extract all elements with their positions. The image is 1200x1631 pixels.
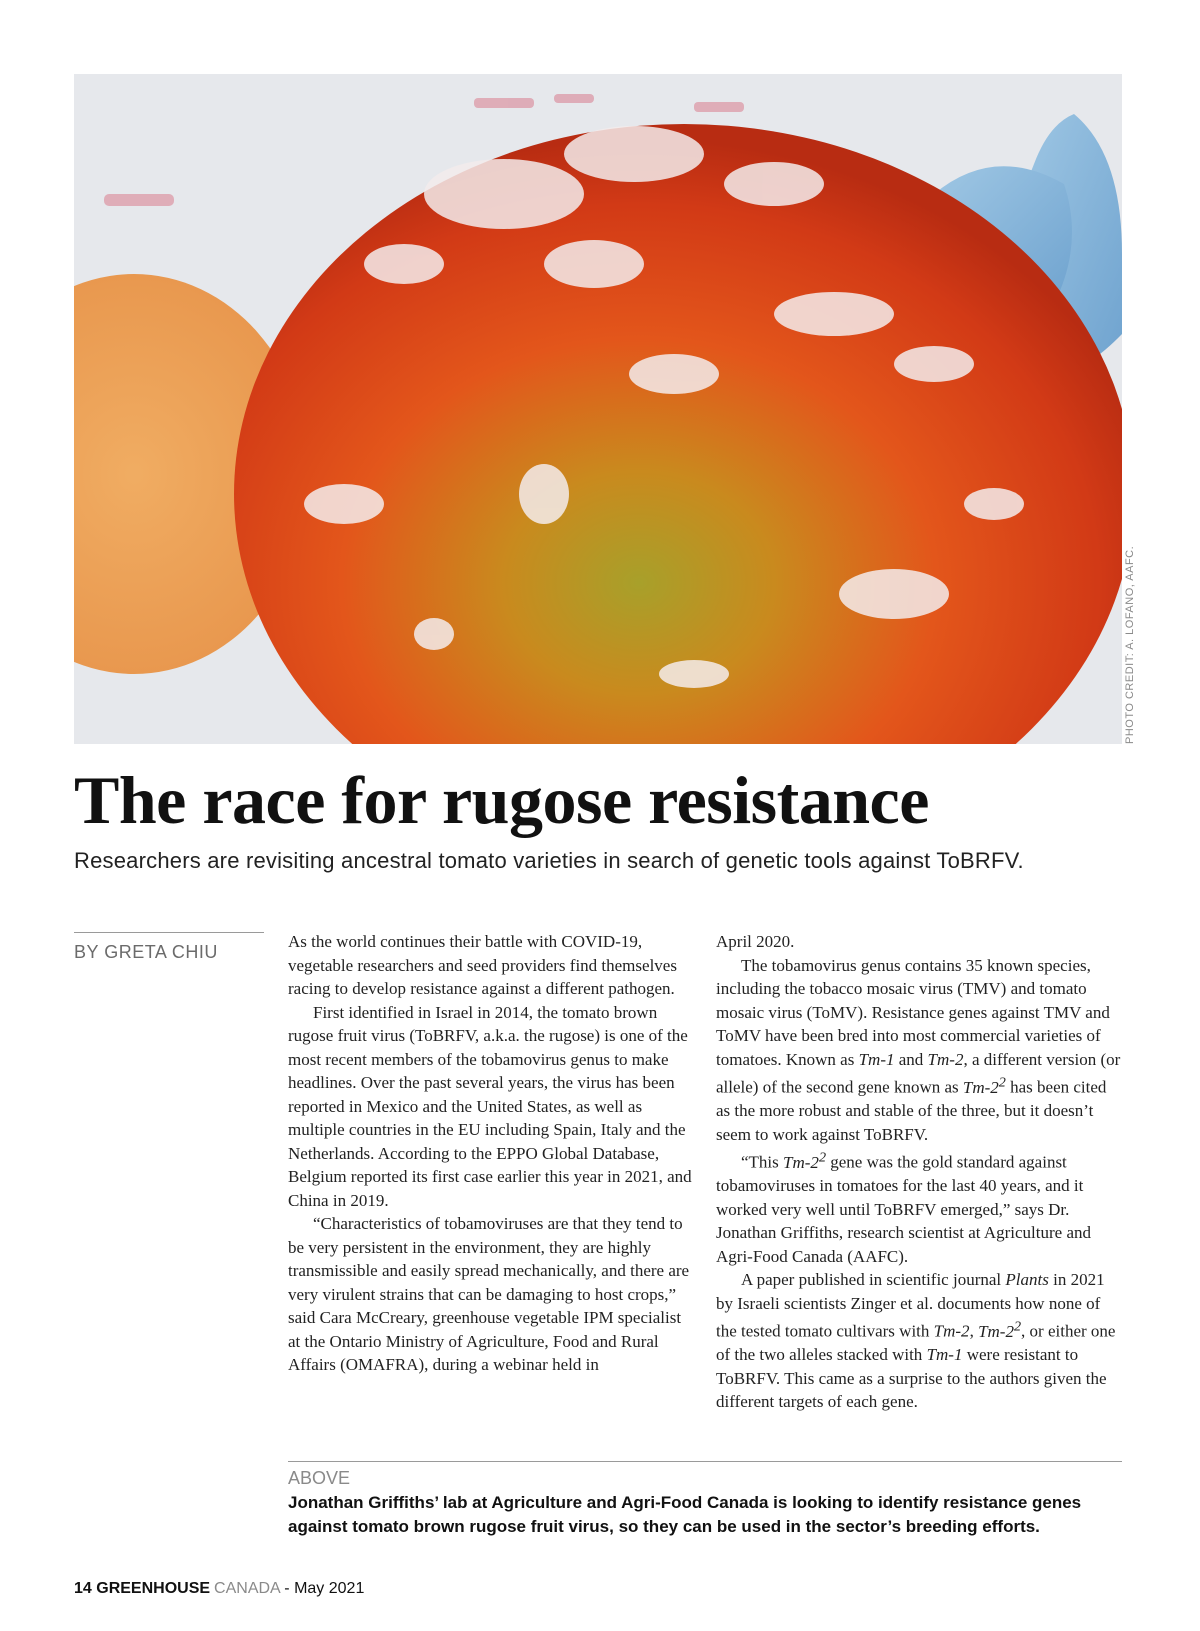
- tomato-photo-illustration: [74, 74, 1122, 744]
- page-number: 14: [74, 1580, 92, 1597]
- paragraph: First identified in Israel in 2014, the tomato brown rugose fruit virus (ToBRFV, a.k.a. the rugose) is one of the most recent members of the tobamovirus genus to make headlines. Over the past several years, the virus has been reported in Mexico and the United States, as well as multiple countries in the EU including Spain, Italy and the Netherlands. According to the EPPO Global Database, Belgium reported its first case earlier this year in 2021, and China in 2019.: [288, 1002, 692, 1210]
- paragraph: April 2020.: [716, 932, 795, 951]
- caption-label: ABOVE: [288, 1468, 351, 1488]
- gene-name: $Tm-2^2$: [978, 1318, 1022, 1341]
- publication-name-bold: GREENHOUSE: [96, 1580, 211, 1597]
- byline-divider: [74, 932, 264, 933]
- paragraph: The tobamovirus genus contains 35 known species, including the tobacco mosaic virus (TMV) and tomato mosaic virus (ToMV). Resistance genes against TMV and ToMV have been bred into most commercial varieties of tomatoes. Known as Tm-1 and Tm-2, a different version (or allele) of the second gene known as $Tm-2^2$ has been cited as the more robust and stable of the three, but it doesn’t seem to work against ToBRFV.: [716, 955, 1121, 1144]
- gene-name: Tm-1: [926, 1345, 963, 1365]
- gene-name: $Tm-2^2$: [962, 1074, 1006, 1097]
- journal-name: Plants: [1005, 1270, 1049, 1290]
- gene-name: Tm-2: [927, 1049, 964, 1069]
- paragraph: As the world continues their battle with COVID-19, vegetable researchers and seed providers find themselves racing to develop resistance against a different pathogen.: [288, 932, 677, 998]
- article-column-1: [288, 930, 696, 1377]
- headline: The race for rugose resistance: [74, 762, 929, 838]
- paragraph: A paper published in scientific journal Plants in 2021 by Israeli scientists Zinger et al. documents how none of the tested tomato cultivars with Tm-2, $Tm-2^2$, or either one of the two alleles stacked with Tm-1 were resistant to ToBRFV. This came as a surprise to the authors given the different targets of each gene.: [716, 1270, 1116, 1412]
- footer-separator: -: [284, 1580, 290, 1597]
- hero-photo: [74, 74, 1122, 744]
- gene-name: Tm-2: [933, 1321, 970, 1341]
- article-column-2: [716, 930, 1124, 1414]
- issue-date: May 2021: [294, 1580, 365, 1597]
- photo-credit: PHOTO CREDIT: A. LOFANO, AAFC.: [1124, 545, 1136, 744]
- paragraph: “This $Tm-2^2$ gene was the gold standard against tobamoviruses in tomatoes for the last 40 years, and it worked very well until ToBRFV emerged,” says Dr. Jonathan Griffiths, research scientist at Agriculture and Agri-Food Canada (AAFC).: [716, 1149, 1091, 1266]
- page-footer: [74, 1580, 364, 1598]
- subheadline: Researchers are revisiting ancestral tomato varieties in search of genetic tools against ToBRFV.: [74, 848, 1024, 873]
- gene-name: $Tm-2^2$: [783, 1149, 827, 1172]
- publication-name-light: CANADA: [214, 1580, 280, 1597]
- gene-name: Tm-1: [858, 1049, 895, 1069]
- caption-divider: [288, 1461, 1122, 1462]
- paragraph: “Characteristics of tobamoviruses are that they tend to be very persistent in the environment, they are highly transmissible and easily spread mechanically, and there are very virulent strains that can be damaging to host crops,” said Cara McCreary, greenhouse vegetable IPM specialist at the Ontario Ministry of Agriculture, Food and Rural Affairs (OMAFRA), during a webinar held in: [288, 1214, 690, 1374]
- caption-text: Jonathan Griffiths’ lab at Agriculture and Agri-Food Canada is looking to identify resistance genes against tomato brown rugose fruit virus, so they can be used in the sector’s breeding efforts.: [288, 1493, 1082, 1536]
- byline: BY GRETA CHIU: [74, 942, 218, 962]
